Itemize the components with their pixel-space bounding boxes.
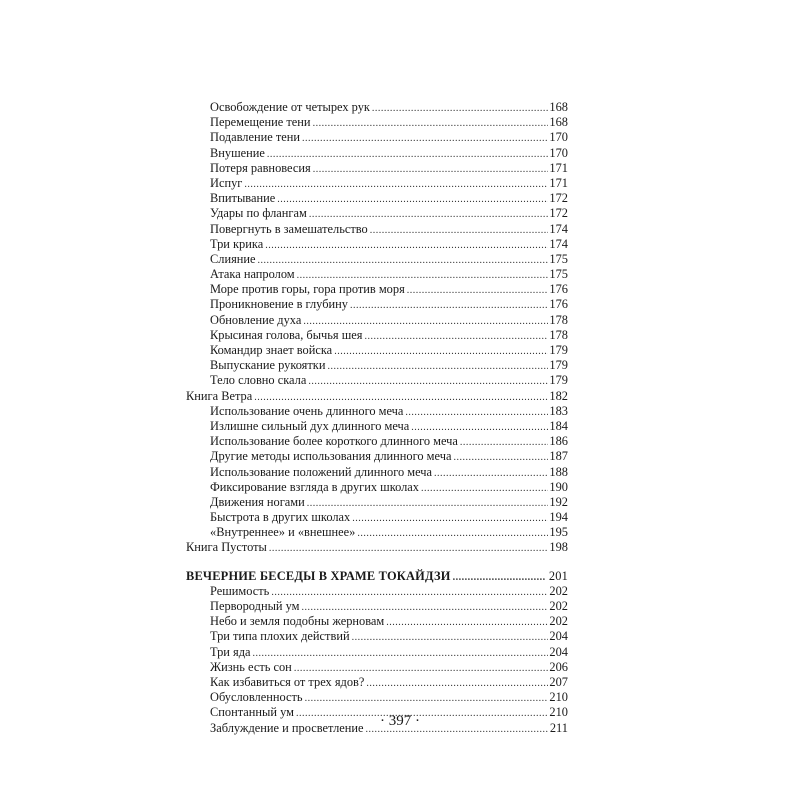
toc-entry-label: Перемещение тени	[210, 115, 311, 130]
toc-entry-page: 168	[549, 115, 568, 130]
toc-entry-label: Движения ногами	[210, 494, 305, 509]
toc-dot-leader	[453, 450, 548, 465]
toc-entry-label: Обусловленность	[210, 690, 303, 705]
toc-section-heading-label: ВЕЧЕРНИЕ БЕСЕДЫ В ХРАМЕ ТОКАЙДЗИ	[186, 568, 451, 583]
toc-entry	[186, 100, 568, 115]
toc-entry	[186, 495, 568, 510]
toc-entry	[186, 237, 568, 252]
toc-entry-label: Три типа плохих действий	[210, 629, 350, 644]
toc-entry-page: 172	[549, 191, 568, 206]
toc-entry-page: 192	[549, 494, 568, 509]
toc-entry-label: Потеря равновесия	[210, 160, 311, 175]
toc-entry-label: Внушение	[210, 145, 265, 160]
toc-entry-label: Повергнуть в замешательство	[210, 221, 368, 236]
toc-entry-label: Излишне сильный дух длинного меча	[210, 418, 410, 433]
toc-entry	[186, 191, 568, 206]
toc-dot-leader	[305, 691, 549, 706]
toc-entry-page: 202	[549, 583, 568, 598]
toc-entry	[186, 525, 568, 540]
toc-dot-leader	[334, 344, 548, 359]
toc-entry	[186, 599, 568, 614]
toc-entry	[186, 358, 568, 373]
toc-entry-label: Атака напролом	[210, 267, 295, 282]
toc-entry-page: 211	[549, 720, 568, 735]
toc-dot-leader	[407, 283, 549, 298]
toc-entry-label: Использование положений длинного меча	[210, 464, 433, 479]
toc-entry-label: Три крика	[210, 236, 264, 251]
toc-entry-label: Как избавиться от трех ядов?	[210, 674, 365, 689]
toc-entry-page: 182	[549, 388, 568, 403]
toc-dot-leader	[313, 116, 549, 131]
toc-entry-page: 179	[549, 343, 568, 357]
toc-dot-leader	[386, 615, 548, 630]
toc-entry	[186, 115, 568, 130]
toc-entry-page: 188	[549, 464, 568, 479]
toc-entry	[186, 222, 568, 237]
section-gap	[186, 556, 568, 569]
toc-entry-label: Небо и земля подобны жерновам	[210, 614, 385, 629]
toc-entry-page: 186	[549, 434, 568, 449]
toc-entry-label: Испуг	[210, 175, 243, 190]
toc-entry-label: «Внутреннее» и «внешнее»	[210, 525, 356, 540]
toc-entry-page: 176	[549, 282, 568, 297]
toc-entry-label: Первородный ум	[210, 599, 300, 613]
toc-entry-page: 190	[549, 479, 568, 494]
toc-entry-page: 210	[549, 690, 568, 705]
toc-entry-label: Книга Ветра	[186, 388, 253, 403]
toc-dot-leader	[313, 162, 549, 177]
toc-entry-page: 179	[549, 358, 568, 373]
toc-dot-leader	[350, 298, 548, 313]
toc-entry-label: Книга Пустоты	[186, 540, 267, 555]
toc-entry-page: 179	[549, 373, 568, 388]
toc-entry	[186, 510, 568, 525]
toc-section-heading	[186, 569, 568, 584]
toc-entry	[186, 449, 568, 464]
toc-part-1	[186, 100, 568, 556]
toc-entry	[186, 480, 568, 495]
toc-dot-leader	[405, 405, 548, 420]
toc-dot-leader	[302, 131, 548, 146]
toc-entry-page: 194	[549, 510, 568, 525]
toc-book-entry	[186, 389, 568, 404]
toc-entry	[186, 328, 568, 343]
toc-dot-leader	[302, 600, 549, 615]
toc-entry-label: Выпускание рукоятки	[210, 358, 326, 373]
toc-entry-page: 202	[549, 599, 568, 613]
toc-entry-page: 198	[549, 540, 568, 555]
toc-entry-label: Заблуждение и просветление	[210, 720, 364, 735]
toc-entry-label: Море против горы, гора против моря	[210, 282, 405, 297]
toc-entry-label: Жизнь есть сон	[210, 659, 292, 674]
toc-dot-leader	[303, 314, 548, 329]
page-number: · 397 ·	[380, 713, 420, 729]
toc-entry-page: 204	[549, 629, 568, 644]
toc-entry-label: Слияние	[210, 251, 256, 266]
toc-entry-page: 183	[549, 403, 568, 418]
toc-entry-label: Фиксирование взгляда в других школах	[210, 479, 420, 494]
toc-dot-leader	[366, 676, 548, 691]
toc-entry-label: Крысиная голова, бычья шея	[210, 327, 363, 342]
toc-entry	[186, 645, 568, 660]
toc-entry-page: 168	[549, 100, 568, 114]
toc-entry	[186, 584, 568, 599]
toc-entry-page: 171	[549, 175, 568, 190]
toc-entry	[186, 675, 568, 690]
toc-dot-leader	[434, 466, 548, 481]
toc-dot-leader	[308, 374, 548, 389]
toc-dot-leader	[254, 390, 548, 405]
toc-dot-leader	[352, 630, 549, 645]
toc-entry-page: 170	[549, 145, 568, 160]
toc-entry-label: Использование более короткого длинного меча	[210, 434, 458, 449]
toc-dot-leader	[352, 511, 548, 526]
toc-dot-leader	[372, 101, 548, 116]
toc-entry-page: 171	[549, 160, 568, 175]
toc-dot-leader	[357, 526, 548, 541]
toc-entry	[186, 313, 568, 328]
toc-dot-leader	[327, 359, 548, 374]
toc-entry	[186, 434, 568, 449]
toc-dot-leader	[364, 329, 548, 344]
toc-entry-label: Тело словно скала	[210, 373, 307, 388]
toc-dot-leader	[460, 435, 548, 450]
toc-entry-label: Впитывание	[210, 191, 276, 206]
toc-dot-leader	[309, 207, 549, 222]
toc-entry	[186, 267, 568, 282]
toc-entry-page: 207	[549, 674, 568, 689]
toc-entry-page: 174	[549, 236, 568, 251]
toc-entry	[186, 176, 568, 191]
toc-dot-leader	[269, 541, 549, 556]
toc-dot-leader	[421, 481, 548, 496]
toc-book-entry	[186, 540, 568, 555]
toc-entry-page: 178	[549, 312, 568, 327]
toc-entry-label: Освобождение от четырех рук	[210, 100, 370, 114]
toc-entry-label: Быстрота в других школах	[210, 510, 351, 525]
toc-entry-label: Удары по флангам	[210, 206, 307, 221]
toc-section-heading-page: 201	[548, 568, 568, 583]
toc-entry-label: Обновление духа	[210, 312, 302, 327]
toc-dot-leader	[411, 420, 548, 435]
toc-entry-label: Подавление тени	[210, 130, 300, 145]
toc-entry	[186, 343, 568, 358]
toc-entry	[186, 419, 568, 434]
toc-entry	[186, 161, 568, 176]
toc-entry	[186, 252, 568, 267]
toc-entry-page: 176	[549, 297, 568, 312]
toc-dot-leader	[271, 585, 548, 600]
toc-entry-label: Командир знает войска	[210, 343, 333, 357]
table-of-contents	[186, 100, 568, 736]
toc-dot-leader	[370, 223, 549, 238]
toc-entry	[186, 373, 568, 388]
toc-entry-page: 195	[549, 525, 568, 540]
toc-entry	[186, 629, 568, 644]
toc-entry	[186, 206, 568, 221]
toc-dot-leader	[307, 496, 549, 511]
toc-entry	[186, 297, 568, 312]
toc-dot-leader	[244, 177, 548, 192]
toc-entry	[186, 465, 568, 480]
toc-dot-leader	[277, 192, 548, 207]
toc-entry-label: Три яда	[210, 644, 251, 659]
toc-entry	[186, 614, 568, 629]
toc-entry-page: 175	[549, 251, 568, 266]
toc-dot-leader	[265, 238, 548, 253]
toc-dot-leader	[297, 268, 549, 283]
toc-entry	[186, 404, 568, 419]
toc-entry-page: 178	[549, 327, 568, 342]
toc-entry	[186, 282, 568, 297]
toc-entry-page: 204	[549, 644, 568, 659]
toc-entry-page: 170	[549, 130, 568, 145]
toc-entry-page: 172	[549, 206, 568, 221]
toc-entry-label: Решимость	[210, 583, 270, 598]
toc-entry	[186, 660, 568, 675]
toc-entry-page: 210	[549, 705, 568, 720]
toc-entry-page: 174	[549, 221, 568, 236]
toc-entry-page: 202	[549, 614, 568, 629]
toc-entry	[186, 146, 568, 161]
toc-entry-page: 175	[549, 267, 568, 282]
toc-entry-page: 206	[549, 659, 568, 674]
toc-entry-page: 184	[549, 418, 568, 433]
toc-entry	[186, 130, 568, 145]
toc-entry-label: Использование очень длинного меча	[210, 403, 404, 418]
toc-entry-label: Другие методы использования длинного меча	[210, 449, 452, 464]
toc-dot-leader	[258, 253, 549, 268]
toc-entry	[186, 690, 568, 705]
toc-dot-leader	[294, 661, 549, 676]
toc-entry-label: Проникновение в глубину	[210, 297, 348, 312]
toc-entry-page: 187	[549, 449, 568, 464]
toc-dot-leader	[453, 570, 545, 585]
toc-entry-label: Спонтанный ум	[210, 705, 294, 720]
toc-dot-leader	[267, 147, 549, 162]
toc-dot-leader	[253, 646, 549, 661]
